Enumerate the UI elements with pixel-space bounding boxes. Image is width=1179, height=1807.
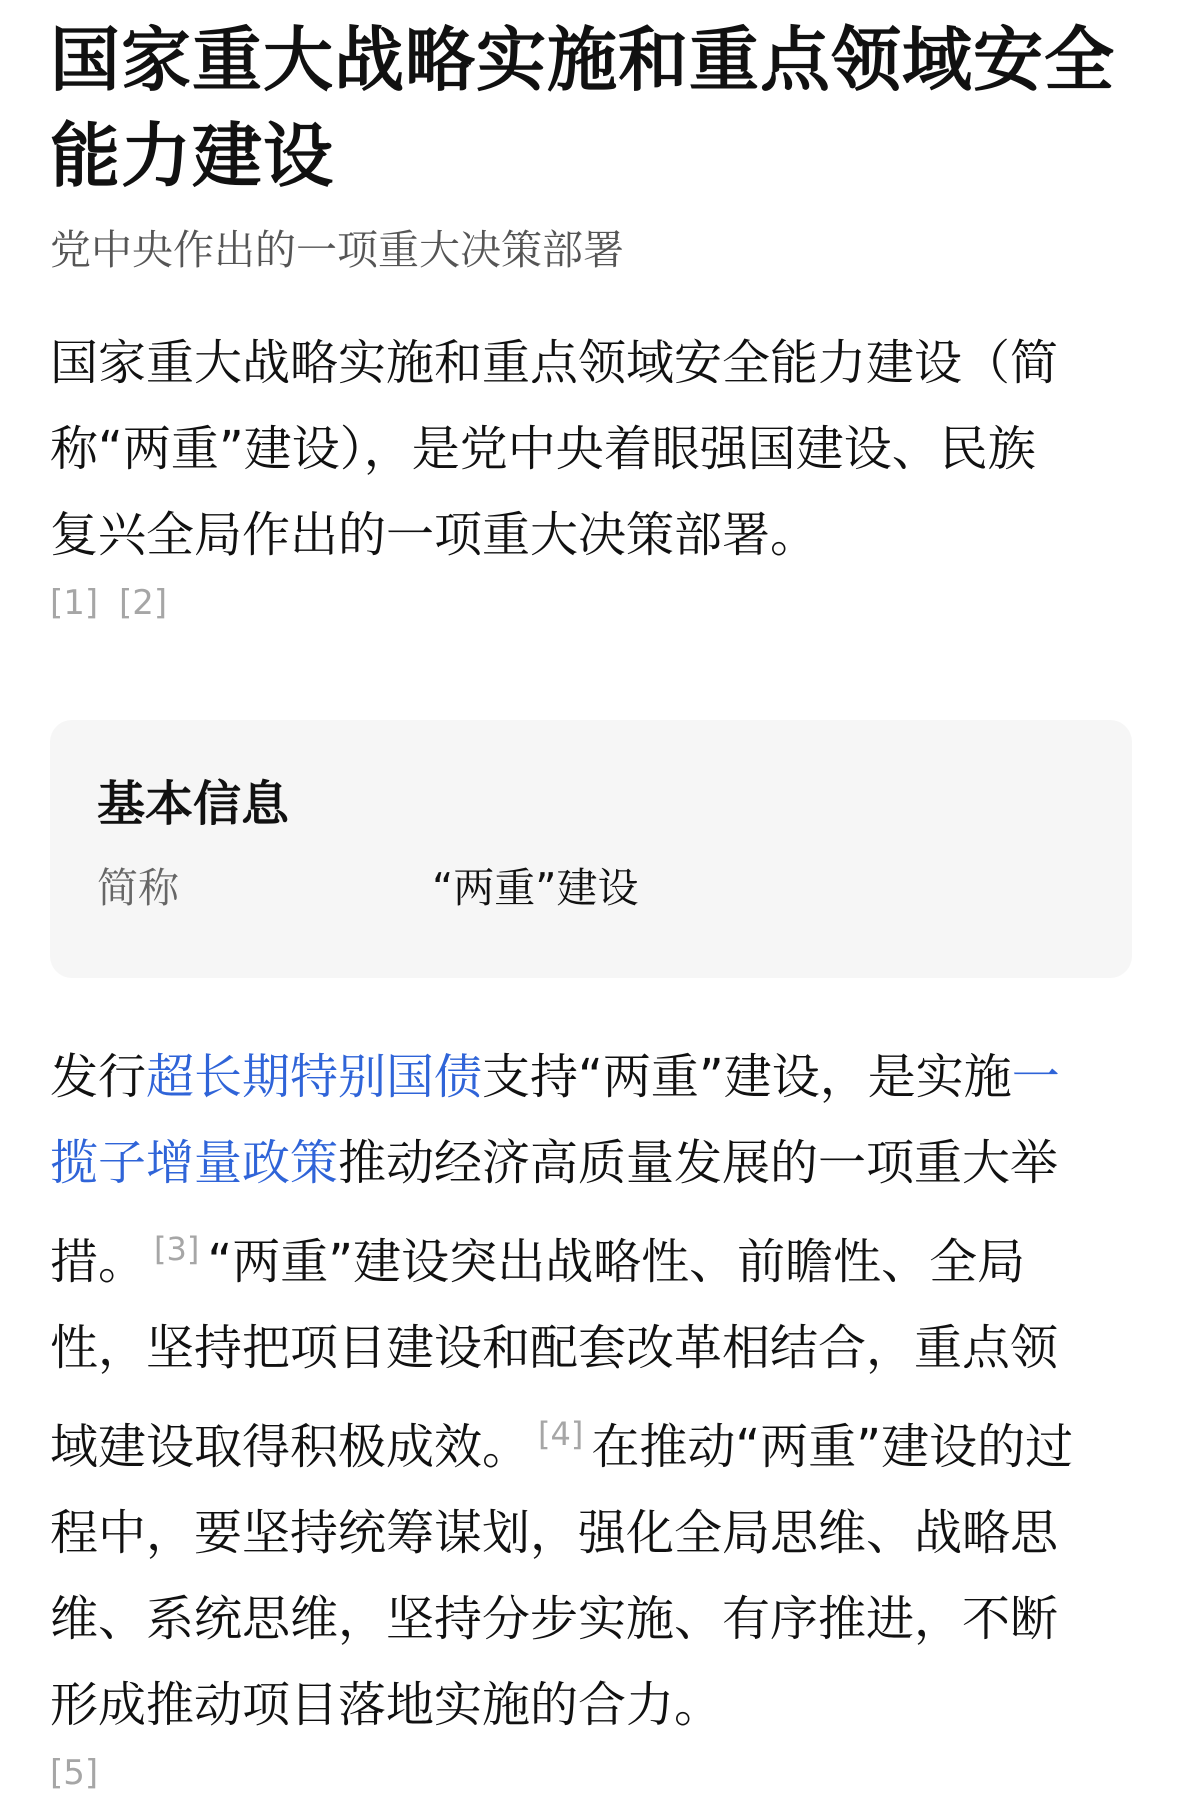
body-text-segment: 在推动“两重”建设的过程中，要坚持统筹谋划，强化全局思维、战略思维、系统思维，坚持分步实施、有序推进，不断形成推动项目落地实施的合力。 bbox=[50, 1419, 1074, 1733]
basic-info-card bbox=[50, 720, 1132, 978]
reference-link-1[interactable]: [1] bbox=[50, 583, 99, 623]
summary-references bbox=[50, 578, 1070, 628]
reference-link-5[interactable]: [5] bbox=[50, 1753, 99, 1793]
basic-info-title: 基本信息 bbox=[97, 776, 290, 832]
info-value-abbreviation: “两重”建设 bbox=[432, 864, 639, 912]
body-paragraph bbox=[50, 1034, 1090, 1798]
summary-paragraph bbox=[50, 320, 1070, 628]
link-incremental-policy-package[interactable]: 一揽子增量政策 bbox=[50, 1049, 1060, 1191]
reference-link-3[interactable]: [3] bbox=[154, 1230, 200, 1268]
reference-link-2[interactable]: [2] bbox=[118, 583, 168, 623]
body-text-segment: 发行 bbox=[50, 1049, 147, 1105]
body-text-segment: “两重”建设突出战略性、前瞻性、全局性，坚持把项目建设和配套改革相结合，重点领域建设取得积极成效。 bbox=[50, 1234, 1059, 1475]
page-title: 国家重大战略实施和重点领域安全能力建设 bbox=[50, 19, 1115, 197]
reference-link-4[interactable]: [4] bbox=[538, 1415, 584, 1453]
article bbox=[50, 0, 1130, 1798]
summary-text: 国家重大战略实施和重点领域安全能力建设（简称“两重”建设），是党中央着眼强国建设、民族复兴全局作出的一项重大决策部署。 bbox=[50, 335, 1059, 563]
body-references bbox=[50, 1748, 1090, 1798]
link-ultra-long-special-bonds[interactable]: 超长期特别国债 bbox=[146, 1049, 483, 1105]
body-text-segment: 推动经济高质量发展的一项重大举措。 bbox=[50, 1135, 1059, 1290]
page-subtitle: 党中央作出的一项重大决策部署 bbox=[50, 226, 624, 274]
body-text-segment: 支持“两重”建设，是实施 bbox=[482, 1049, 1012, 1105]
info-key-abbreviation: 简称 bbox=[97, 864, 179, 912]
